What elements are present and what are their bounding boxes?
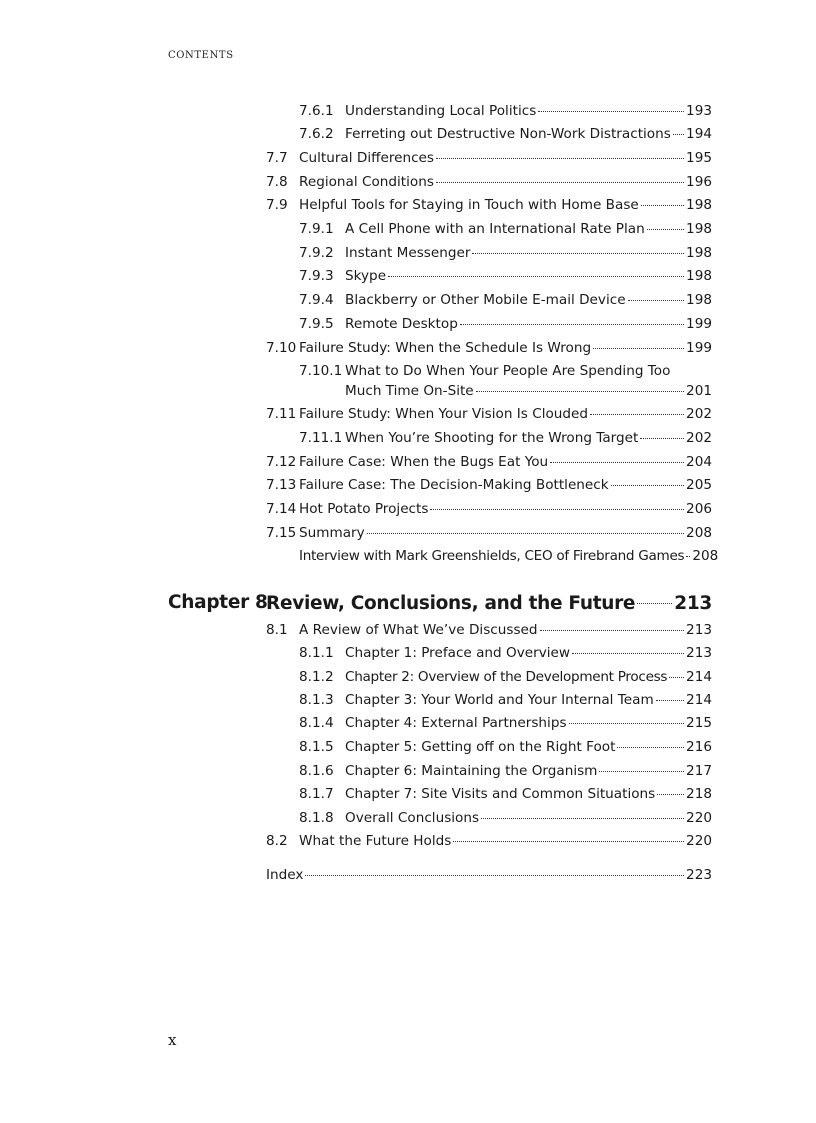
dot-leader (476, 391, 684, 392)
toc-entry[interactable] (299, 429, 712, 447)
toc-entry-title: Remote Desktop (345, 316, 458, 332)
toc-entry-title: Failure Study: When Your Vision Is Clouded (299, 406, 589, 422)
toc-entry-page: 214 (686, 692, 712, 708)
toc-entry-number: 8.1 (266, 622, 288, 638)
toc-entry-page: 213 (686, 622, 712, 638)
toc-entry-title: Instant Messenger (345, 245, 471, 261)
toc-entry-number: 7.9.5 (299, 316, 334, 332)
toc-entry-page: 217 (686, 763, 712, 779)
toc-entry-title-continuation: Much Time On-Site (345, 383, 474, 399)
toc-entry-title: Failure Study: When the Schedule Is Wrong (299, 340, 592, 356)
toc-entry-title: Chapter 6: Maintaining the Organism (345, 763, 598, 779)
toc-entry[interactable] (299, 714, 712, 732)
chapter-title: Review, Conclusions, and the Future (266, 593, 636, 614)
toc-entry-number: 7.6.1 (299, 103, 334, 119)
toc-entry-title: Skype (345, 268, 387, 284)
toc-entry-number: 7.12 (266, 454, 297, 470)
toc-entry-title: Understanding Local Politics (345, 103, 537, 119)
toc-entry-page: 216 (686, 739, 712, 755)
toc-entry-title: Regional Conditions (299, 174, 434, 190)
toc-entry-page: 193 (686, 103, 712, 119)
toc-entry-title: Blackberry or Other Mobile E-mail Device (345, 292, 626, 308)
toc-entry-number: 7.10.1 (299, 363, 343, 379)
dot-leader (481, 818, 684, 819)
dot-leader (430, 509, 684, 510)
dot-leader (540, 630, 685, 631)
toc-entry-first-line[interactable] (299, 362, 670, 380)
dot-leader (453, 841, 684, 842)
toc-entry-page: 220 (686, 810, 712, 826)
toc-entry-title: Chapter 3: Your World and Your Internal Team (345, 692, 654, 708)
toc-entry-title: Chapter 5: Getting off on the Right Foot (345, 739, 616, 755)
toc-entry[interactable] (299, 315, 712, 333)
toc-entry-title: What the Future Holds (299, 833, 452, 849)
toc-entry-title: Helpful Tools for Staying in Touch with Home Base (299, 197, 639, 213)
page-number: x (168, 1031, 177, 1049)
dot-leader (590, 414, 684, 415)
toc-entry[interactable] (299, 668, 712, 686)
toc-entry-page: 198 (686, 245, 712, 261)
toc-entry-page: 201 (686, 383, 712, 399)
dot-leader (436, 158, 684, 159)
toc-entry-page: 199 (686, 316, 712, 332)
toc-entry-title: Failure Case: The Decision-Making Bottleneck (299, 477, 609, 493)
toc-entry-page: 202 (686, 430, 712, 446)
toc-entry-number: 8.1.4 (299, 715, 334, 731)
toc-entry[interactable] (266, 621, 712, 639)
toc-entry-title: Interview with Mark Greenshields, CEO of Firebrand Games (299, 548, 685, 564)
toc-entry-number: 8.1.1 (299, 645, 334, 661)
toc-entry-page: 198 (686, 197, 712, 213)
toc-entry-page: 204 (686, 454, 712, 470)
chapter-label: Chapter 8 (168, 592, 268, 613)
dot-leader (593, 348, 684, 349)
toc-entry[interactable] (266, 173, 712, 191)
toc-entry-page: 194 (686, 126, 712, 142)
toc-entry-page: 208 (692, 548, 719, 564)
toc-entry-title: Index (266, 867, 304, 883)
toc-entry-title: Cultural Differences (299, 150, 435, 166)
toc-entry-page: 199 (686, 340, 712, 356)
toc-entry[interactable] (299, 244, 712, 262)
toc-entry[interactable] (299, 644, 712, 662)
toc-entry[interactable] (299, 691, 712, 709)
toc-entry-page: 195 (686, 150, 712, 166)
toc-entry[interactable] (266, 524, 712, 542)
toc-entry-index[interactable] (266, 866, 712, 884)
running-head: CONTENTS (168, 50, 234, 61)
toc-entry-page: 206 (686, 501, 712, 517)
toc-entry-page: 202 (686, 406, 712, 422)
toc-entry-number: 7.11 (266, 406, 297, 422)
toc-entry-page: 208 (686, 525, 712, 541)
toc-entry-title: Chapter 2: Overview of the Development Process (345, 669, 668, 685)
toc-entry-title: When You’re Shooting for the Wrong Target (345, 430, 639, 446)
toc-entry-number: 7.9.3 (299, 268, 334, 284)
dot-leader (673, 134, 684, 135)
toc-entry-number: 8.1.3 (299, 692, 334, 708)
toc-entry[interactable] (266, 196, 712, 214)
toc-entry[interactable] (299, 267, 712, 285)
toc-entry[interactable] (299, 125, 712, 143)
toc-entry-title: Failure Case: When the Bugs Eat You (299, 454, 549, 470)
toc-entry[interactable] (299, 291, 712, 309)
toc-entry[interactable] (299, 738, 712, 756)
toc-entry[interactable] (266, 832, 712, 850)
toc-entry-page: 205 (686, 477, 712, 493)
toc-entry-page: 220 (686, 833, 712, 849)
toc-entry-page: 198 (686, 292, 712, 308)
dot-leader (640, 438, 684, 439)
toc-entry-number: 7.14 (266, 501, 297, 517)
toc-entry[interactable] (266, 500, 712, 518)
toc-entry-number: 7.7 (266, 150, 288, 166)
dot-leader (637, 603, 672, 604)
toc-entry-number: 7.15 (266, 525, 297, 541)
toc-entry-number: 7.8 (266, 174, 288, 190)
toc-entry-title: What to Do When Your People Are Spending Too (345, 363, 671, 379)
dot-leader (628, 300, 684, 301)
dot-leader (305, 875, 684, 876)
toc-entry[interactable] (299, 220, 712, 238)
toc-entry-page: 223 (686, 867, 712, 883)
toc-entry[interactable] (299, 547, 719, 565)
dot-leader (657, 794, 684, 795)
toc-entry-title: Chapter 1: Preface and Overview (345, 645, 571, 661)
toc-entry[interactable] (266, 476, 712, 494)
toc-entry-title: Chapter 7: Site Visits and Common Situations (345, 786, 656, 802)
toc-entry-title: Hot Potato Projects (299, 501, 429, 517)
dot-leader (550, 462, 684, 463)
toc-entry-title: Overall Conclusions (345, 810, 480, 826)
toc-entry[interactable] (266, 149, 712, 167)
toc-entry-page: 213 (686, 645, 712, 661)
dot-leader (388, 276, 684, 277)
toc-entry-number: 8.1.5 (299, 739, 334, 755)
toc-entry[interactable] (266, 339, 712, 357)
dot-leader (569, 723, 685, 724)
toc-entry[interactable] (299, 809, 712, 827)
toc-entry-title: Summary (299, 525, 365, 541)
toc-entry-number: 8.1.7 (299, 786, 334, 802)
dot-leader (572, 653, 684, 654)
toc-entry-page: 215 (686, 715, 712, 731)
toc-entry-number: 7.9.4 (299, 292, 334, 308)
toc-entry-number: 7.9.2 (299, 245, 334, 261)
toc-entry-page: 218 (686, 786, 712, 802)
toc-entry[interactable] (299, 762, 712, 780)
toc-entry-page: 198 (686, 268, 712, 284)
toc-entry-number: 7.11.1 (299, 430, 343, 446)
toc-entry-number: 8.1.8 (299, 810, 334, 826)
toc-entry-title: A Cell Phone with an International Rate Plan (345, 221, 645, 237)
toc-entry-number: 7.9.1 (299, 221, 334, 237)
toc-entry[interactable] (345, 382, 712, 400)
dot-leader (686, 556, 690, 557)
dot-leader (538, 111, 684, 112)
toc-entry[interactable] (299, 785, 712, 803)
toc-entry-title: Ferreting out Destructive Non-Work Distractions (345, 126, 671, 142)
toc-entry-number: 7.6.2 (299, 126, 334, 142)
toc-entry-number: 8.1.2 (299, 669, 334, 685)
toc-entry-title: Chapter 4: External Partnerships (345, 715, 567, 731)
toc-entry-title: A Review of What We’ve Discussed (299, 622, 538, 638)
dot-leader (647, 229, 684, 230)
toc-entry-number: 7.9 (266, 197, 288, 213)
dot-leader (656, 700, 684, 701)
dot-leader (460, 324, 684, 325)
dot-leader (367, 533, 684, 534)
toc-entry[interactable] (266, 405, 712, 423)
dot-leader (436, 182, 684, 183)
dot-leader (641, 205, 684, 206)
chapter-page: 213 (674, 593, 712, 614)
toc-entry-page: 214 (686, 669, 712, 685)
dot-leader (611, 485, 684, 486)
toc-entry-page: 198 (686, 221, 712, 237)
chapter-entry[interactable] (266, 592, 712, 616)
toc-entry-number: 7.10 (266, 340, 297, 356)
toc-entry-number: 7.13 (266, 477, 297, 493)
dot-leader (599, 771, 684, 772)
toc-entry[interactable] (266, 453, 712, 471)
toc-entry-number: 8.1.6 (299, 763, 334, 779)
dot-leader (617, 747, 684, 748)
toc-entry[interactable] (299, 102, 712, 120)
dot-leader (472, 253, 684, 254)
dot-leader (669, 677, 684, 678)
toc-entry-page: 196 (686, 174, 712, 190)
toc-entry-number: 8.2 (266, 833, 288, 849)
